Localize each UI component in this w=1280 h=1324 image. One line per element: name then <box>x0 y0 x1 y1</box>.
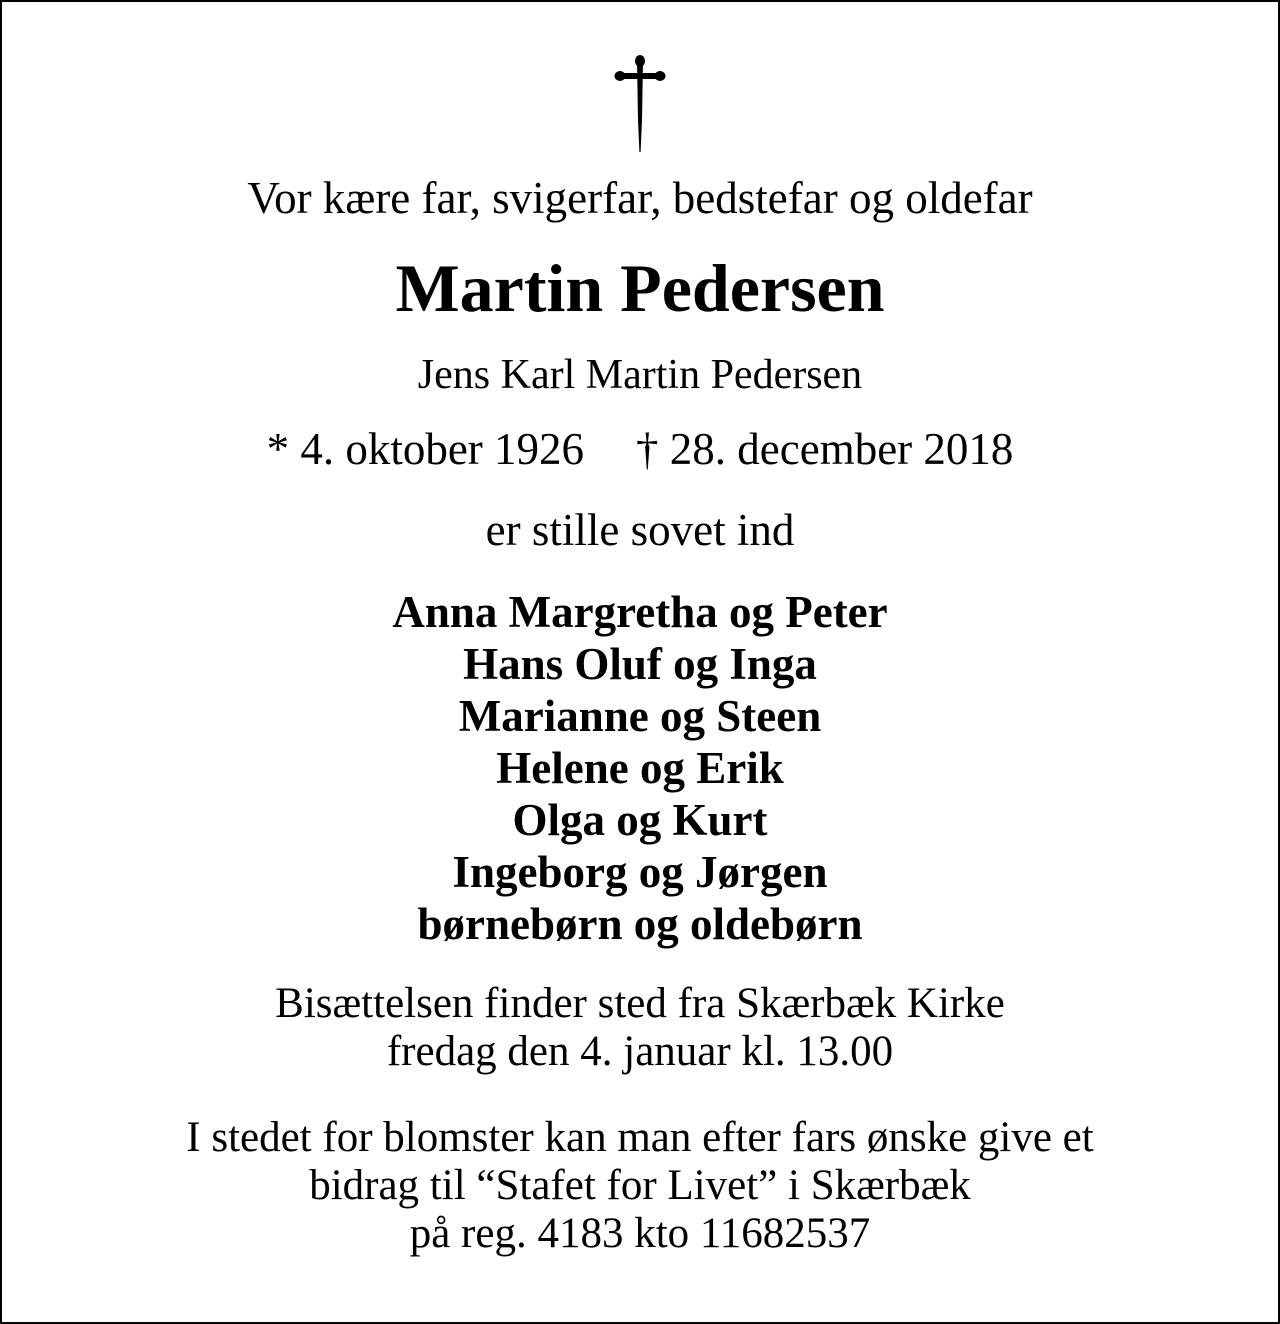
donation-info <box>2 1114 1278 1258</box>
mourner-line: børnebørn og oldebørn <box>417 899 863 949</box>
mourner-line: Anna Margretha og Peter <box>392 587 888 637</box>
mourner-line: Marianne og Steen <box>458 691 822 741</box>
mourner-line: Helene og Erik <box>496 743 784 793</box>
service-info <box>2 980 1278 1076</box>
mourners-list <box>2 586 1278 950</box>
mourner-line: Olga og Kurt <box>512 795 768 845</box>
mourner-line: Ingeborg og Jørgen <box>452 847 828 897</box>
passed-text: er stille sovet ind <box>485 505 795 555</box>
donation-line: bidrag til “Stafet for Livet” i Skærbæk <box>309 1162 971 1209</box>
death-date: † 28. december 2018 <box>636 424 1014 474</box>
birth-date: * 4. oktober 1926 <box>266 424 585 474</box>
donation-line: I stedet for blomster kan man efter fars ønske give et <box>186 1114 1094 1161</box>
deceased-name: Martin Pedersen <box>395 250 885 326</box>
service-line: Bisættelsen finder sted fra Skærbæk Kirke <box>275 980 1005 1027</box>
mourner-line: Hans Oluf og Inga <box>463 639 817 689</box>
donation-line: på reg. 4183 kto 11682537 <box>409 1210 871 1257</box>
life-dates <box>2 424 1278 474</box>
intro-text: Vor kære far, svigerfar, bedstefar og oldefar <box>247 173 1033 223</box>
latin-cross-icon <box>610 50 670 154</box>
deceased-full-name: Jens Karl Martin Pedersen <box>417 352 863 398</box>
service-line: fredag den 4. januar kl. 13.00 <box>386 1028 894 1075</box>
